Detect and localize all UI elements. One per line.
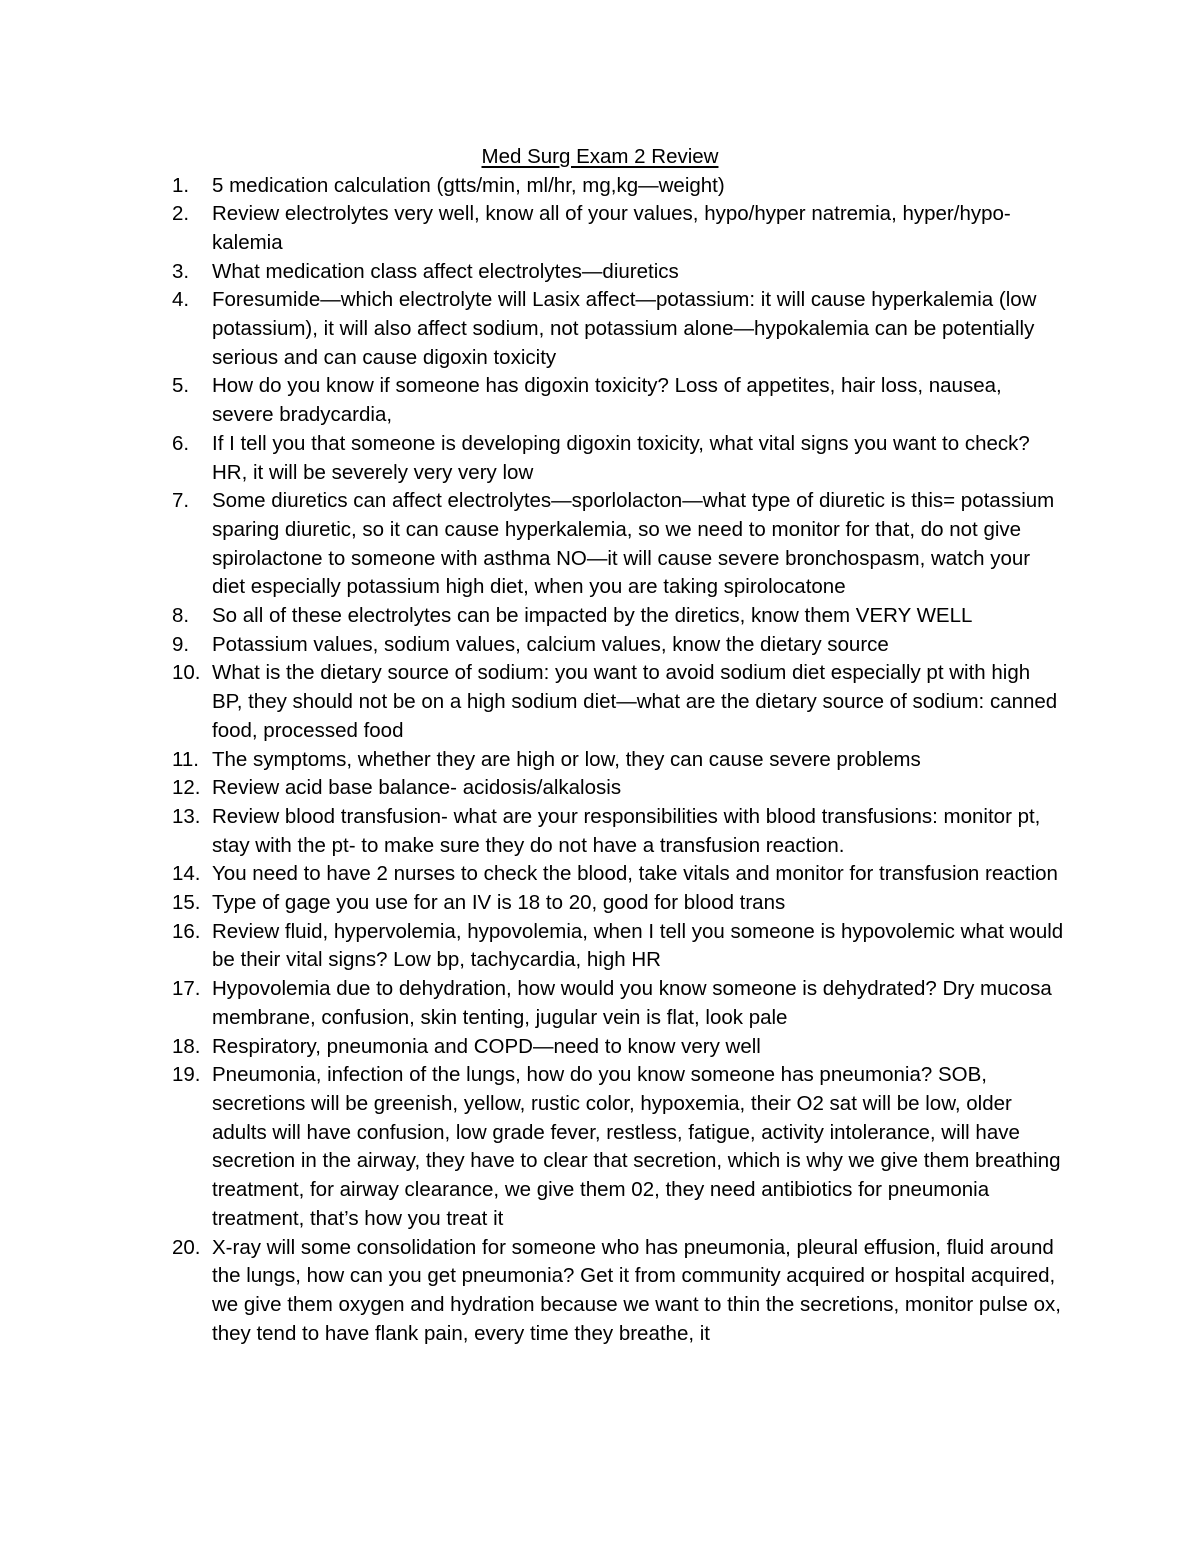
list-item-number: 10. — [172, 661, 201, 685]
list-item-number: 1. — [172, 173, 190, 197]
list-item-text: Type of gage you use for an IV is 18 to 20, good for blood trans — [212, 891, 786, 915]
list-item — [0, 918, 1064, 975]
list-item-text: Pneumonia, infection of the lungs, how do you know someone has pneumonia? SOB, secretions will be greenish, yellow, rustic color, hypoxemia, their O2 sat will be low, older adults will have confusion, low grade fever, restless, fatigue, activity intolerance, will have secretion in the airway, they have to clear that secretion, which is why we give them breathing treatment, for airway clearance, we give them 02, they need antibiotics for pneumonia treatment, that’s how you treat it — [212, 1063, 1061, 1230]
list-item — [0, 172, 1064, 201]
list-item-number: 15. — [172, 891, 201, 915]
list-item-number: 11. — [172, 747, 199, 771]
list-item — [0, 430, 1064, 487]
list-item-text: So all of these electrolytes can be impacted by the diretics, know them VERY WELL — [212, 604, 973, 628]
list-item-number: 8. — [172, 604, 190, 628]
list-item-text: What is the dietary source of sodium: you want to avoid sodium diet especially pt with high BP, they should not be on a high sodium diet—what are the dietary source of sodium: canned food, processed food — [212, 661, 1058, 742]
list-item-text: What medication class affect electrolytes—diuretics — [212, 259, 679, 283]
list-item-text: How do you know if someone has digoxin toxicity? Loss of appetites, hair loss, nausea, severe bradycardia, — [212, 374, 1002, 427]
list-item — [0, 803, 1064, 860]
list-item — [0, 200, 1064, 257]
review-list — [0, 172, 1200, 1349]
list-item — [0, 889, 1064, 918]
list-item-number: 9. — [172, 632, 190, 656]
list-item-number: 13. — [172, 804, 201, 828]
list-item — [0, 774, 1064, 803]
list-item-text: The symptoms, whether they are high or low, they can cause severe problems — [212, 747, 921, 771]
list-item-text: If I tell you that someone is developing digoxin toxicity, what vital signs you want to check? HR, it will be severely very very low — [212, 431, 1030, 484]
list-item — [0, 487, 1064, 602]
list-item-text: Hypovolemia due to dehydration, how would you know someone is dehydrated? Dry mucosa membrane, confusion, skin tenting, jugular vein is flat, look pale — [212, 977, 1052, 1029]
list-item-number: 17. — [172, 977, 201, 1001]
list-item — [0, 631, 1064, 660]
list-item-text: You need to have 2 nurses to check the blood, take vitals and monitor for transfusion reaction — [212, 862, 1058, 886]
list-item-number: 18. — [172, 1034, 201, 1058]
list-item — [0, 286, 1064, 372]
list-item-number: 5. — [172, 374, 190, 398]
list-item — [0, 860, 1064, 889]
list-item — [0, 746, 1064, 775]
list-item — [0, 1033, 1064, 1062]
list-item-number: 6. — [172, 431, 190, 455]
list-item-text: 5 medication calculation (gtts/min, ml/hr, mg,kg—weight) — [212, 173, 725, 197]
list-item-text: Potassium values, sodium values, calcium values, know the dietary source — [212, 632, 889, 656]
list-item-number: 12. — [172, 776, 201, 800]
list-item-text: Foresumide—which electrolyte will Lasix affect—potassium: it will cause hyperkalemia (low potassium), it will also affect sodium, not potassium alone—hypokalemia can be potentially serious and can cause digoxin toxicity — [212, 288, 1037, 369]
list-item-number: 16. — [172, 919, 201, 943]
list-item-number: 20. — [172, 1235, 201, 1259]
list-item-number: 3. — [172, 259, 190, 283]
list-item-text: Review acid base balance- acidosis/alkalosis — [212, 776, 622, 800]
list-item-number: 4. — [172, 288, 190, 312]
list-item-text: X-ray will some consolidation for someone who has pneumonia, pleural effusion, fluid around the lungs, how can you get pneumonia? Get it from community acquired or hospital acquired, we give them oxygen and hydration because we want to thin the secretions, monitor pulse ox, they tend to have flank pain, every time they breathe, it — [212, 1235, 1061, 1345]
list-item — [0, 659, 1064, 745]
list-item-text: Review blood transfusion- what are your responsibilities with blood transfusions: monitor pt, stay with the pt- to make sure they do not have a transfusion reaction. — [212, 804, 1041, 857]
list-item-text: Review electrolytes very well, know all of your values, hypo/hyper natremia, hyper/hypo-kalemia — [212, 202, 1011, 254]
list-item — [0, 258, 1064, 287]
list-item — [0, 602, 1064, 631]
list-item-number: 7. — [172, 489, 190, 513]
list-item — [0, 1061, 1064, 1233]
list-item-number: 2. — [172, 202, 190, 226]
list-item-text: Respiratory, pneumonia and COPD—need to know very well — [212, 1034, 761, 1058]
list-item-number: 19. — [172, 1063, 201, 1087]
list-item-text: Some diuretics can affect electrolytes—sporlolacton—what type of diuretic is this= potassium sparing diuretic, so it can cause hyperkalemia, so we need to monitor for that, do not give spirolactone to someone with asthma NO—it will cause severe bronchospasm, watch your diet especially potassium high diet, when you are taking spirolocatone — [212, 489, 1055, 599]
list-item — [0, 1234, 1064, 1349]
list-item — [0, 372, 1064, 429]
document-title: Med Surg Exam 2 Review — [481, 145, 719, 168]
list-item-number: 14. — [172, 862, 201, 886]
list-item-text: Review fluid, hypervolemia, hypovolemia, when I tell you someone is hypovolemic what would be their vital signs? Low bp, tachycardia, high HR — [212, 919, 1064, 972]
list-item — [0, 975, 1064, 1032]
